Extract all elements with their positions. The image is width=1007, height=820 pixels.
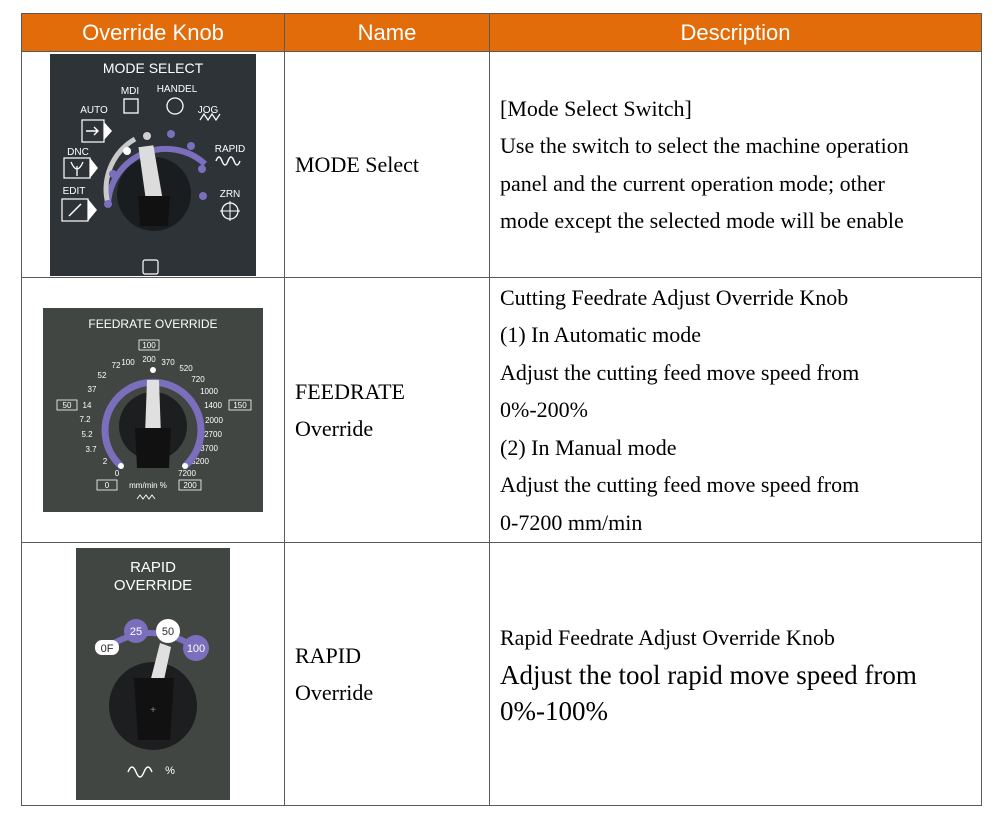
scale-label: 720	[191, 375, 205, 384]
rapid-step-label: 50	[161, 626, 175, 638]
scale-label: 1400	[204, 401, 222, 410]
feedrate-name-line: FEEDRATE	[295, 379, 405, 404]
description-line: 0%-200%	[500, 397, 588, 423]
description-line: Adjust the tool rapid move speed from	[500, 659, 917, 690]
feedrate-unit: mm/min %	[129, 481, 167, 490]
feedrate-image-cell	[22, 278, 285, 543]
description-line: [Mode Select Switch]	[500, 95, 692, 121]
dnc-label: DNC	[67, 146, 89, 158]
scale-label: 3700	[200, 444, 218, 453]
box-bottom-right-value: 200	[183, 481, 197, 490]
scale-label: 2	[102, 457, 108, 466]
rapid-step-label: 0F	[100, 643, 114, 655]
scale-label: 14	[82, 401, 92, 410]
description-line: Adjust the cutting feed move speed from	[500, 472, 860, 498]
rapid-name-cell	[285, 543, 490, 806]
scale-label: 72	[111, 361, 121, 370]
mode-select-title: MODE SELECT	[102, 59, 204, 76]
scale-label: 3.7	[85, 445, 97, 454]
header-description: Description	[490, 14, 982, 52]
scale-label: 37	[87, 385, 97, 394]
scale-label: 7200	[178, 469, 196, 478]
rapid-name-line: RAPID	[295, 643, 362, 668]
feedrate-title: FEEDRATE OVERRIDE	[88, 317, 218, 331]
table-row	[22, 52, 982, 278]
rapid-title-line: RAPID	[130, 559, 176, 576]
rapid-description-cell	[490, 543, 982, 806]
handel-label: HANDEL	[156, 83, 198, 95]
override-knob-table	[21, 13, 982, 806]
rapid-step-label: 25	[129, 626, 143, 638]
scale-label: 5.2	[81, 430, 93, 439]
header-name: Name	[285, 14, 490, 52]
mode-select-panel-image	[50, 54, 256, 276]
zrn-label: ZRN	[219, 188, 241, 200]
description-line: 0-7200 mm/min	[500, 509, 643, 535]
mode-select-description-cell	[490, 52, 982, 278]
rapid-step-label: 100	[186, 643, 206, 655]
rapid-unit: %	[165, 765, 175, 777]
scale-label: 1000	[200, 387, 218, 396]
scale-label: 2700	[204, 430, 222, 439]
box-bottom-left-value: 0	[104, 481, 110, 490]
description-line: Rapid Feedrate Adjust Override Knob	[500, 625, 835, 651]
mode-select-name: MODE Select	[295, 152, 420, 177]
rapid-title-line: OVERRIDE	[113, 577, 193, 594]
box-right-value: 150	[233, 401, 247, 410]
header-override-knob: Override Knob	[22, 14, 285, 52]
description-line: (2) In Manual mode	[500, 434, 677, 460]
description-line: 0%-100%	[500, 695, 608, 726]
scale-label: 370	[161, 358, 175, 367]
description-line: Cutting Feedrate Adjust Override Knob	[500, 284, 849, 310]
feedrate-name-line: Override	[295, 416, 374, 441]
auto-label: AUTO	[80, 104, 108, 116]
feedrate-panel-image	[43, 308, 263, 512]
table-header-row	[22, 14, 982, 52]
rapid-label: RAPID	[214, 143, 246, 155]
scale-label: 7.2	[79, 415, 91, 424]
scale-label: 520	[179, 364, 193, 373]
edit-label: EDIT	[62, 185, 86, 197]
rapid-name-line: Override	[295, 680, 374, 705]
description-line: Use the switch to select the machine operation	[500, 133, 909, 158]
description-line: Adjust the cutting feed move speed from	[500, 359, 860, 385]
mode-select-image-cell	[22, 52, 285, 278]
description-line: mode except the selected mode will be enable	[500, 208, 904, 233]
feedrate-name-cell	[285, 278, 490, 543]
scale-label: 0	[114, 469, 120, 478]
box-left-value: 50	[62, 401, 72, 410]
box-top-value: 100	[142, 341, 156, 350]
scale-label: 200	[142, 355, 156, 364]
scale-label: 100	[121, 358, 135, 367]
scale-label: 2000	[205, 416, 223, 425]
scale-label: 52	[97, 371, 107, 380]
feedrate-description-cell	[490, 278, 982, 543]
jog-label: JOG	[197, 104, 219, 116]
table-row	[22, 278, 982, 543]
description-line: panel and the current operation mode; other	[500, 170, 885, 196]
description-line: (1) In Automatic mode	[500, 322, 702, 348]
rapid-image-cell	[22, 543, 285, 806]
table-row	[22, 543, 982, 806]
rapid-panel-image	[76, 548, 230, 800]
svg-text:+: +	[150, 705, 156, 716]
mode-select-name-cell	[285, 52, 490, 278]
scale-label: 5200	[191, 457, 209, 466]
mdi-label: MDI	[120, 85, 140, 97]
